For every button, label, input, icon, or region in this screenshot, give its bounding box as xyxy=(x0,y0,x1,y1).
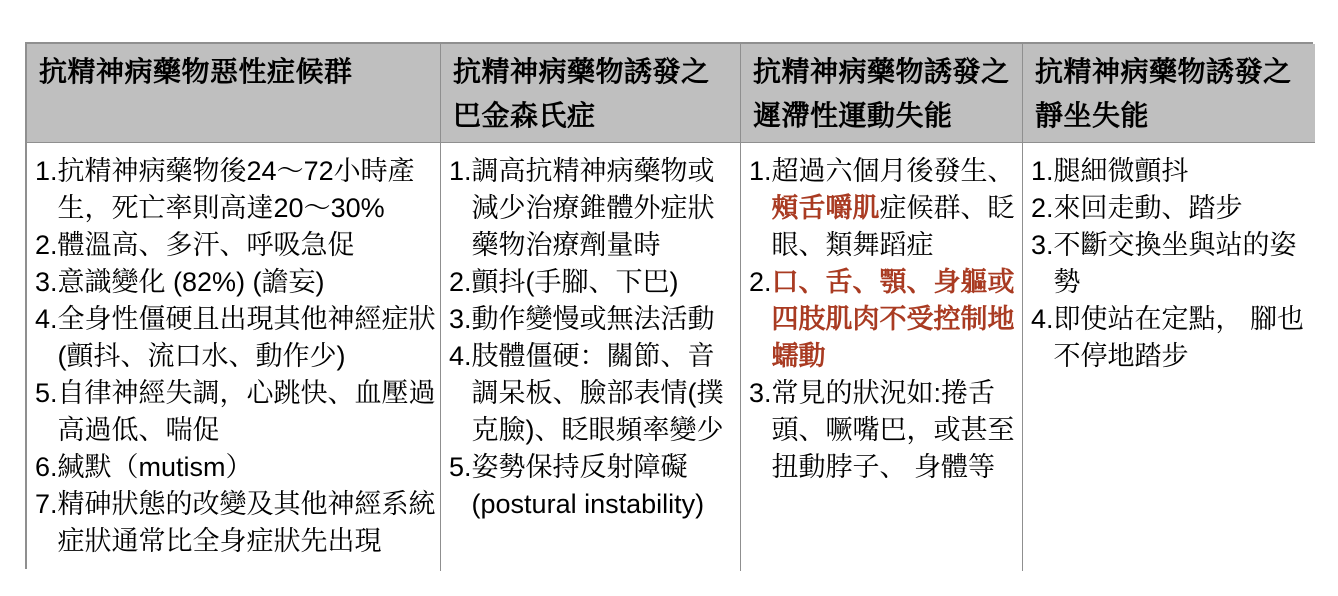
item-number: 2. xyxy=(449,267,472,297)
text-segment: 抗精神病藥物後24〜72小時產生，死亡率則高達20〜30% xyxy=(57,156,415,223)
item-text xyxy=(772,264,1018,375)
text-segment: 精砷狀態的改變及其他神經系統症狀通常比全身症狀先出現 xyxy=(57,489,436,556)
list-item xyxy=(449,264,736,301)
list-item xyxy=(35,301,436,375)
item-text xyxy=(58,486,436,560)
list-item xyxy=(449,449,736,523)
header-cell-tardive-dyskinesia xyxy=(741,44,1023,143)
list-item xyxy=(749,375,1018,486)
item-text xyxy=(772,153,1018,264)
item-number: 6. xyxy=(35,452,58,482)
text-segment: 腿細微顫抖 xyxy=(1053,156,1189,186)
list-item xyxy=(35,153,436,227)
text-segment: 即使站在定點， 腳也不停地踏步 xyxy=(1053,304,1305,371)
body-cell-neuroleptic-malignant-syndrome xyxy=(27,143,441,571)
list-item xyxy=(1031,227,1311,301)
item-number: 7. xyxy=(35,489,58,519)
text-segment: 動作變慢或無法活動 xyxy=(471,304,715,334)
header-cell-drug-induced-parkinsonism xyxy=(441,44,741,143)
list-item xyxy=(449,301,736,338)
text-segment: 調高抗精神病藥物或減少治療錐體外症狀藥物治療劑量時 xyxy=(471,156,715,260)
column-title: 抗精神病藥物誘發之巴金森氏症 xyxy=(453,56,710,131)
list-item xyxy=(749,153,1018,264)
item-text xyxy=(472,264,736,301)
header-cell-akathisia xyxy=(1023,44,1315,143)
list-item xyxy=(35,449,436,486)
highlighted-text-segment: 口、舌、顎、身軀或四肢肌肉不受控制地蠕動 xyxy=(771,267,1015,371)
list-item xyxy=(35,264,436,301)
item-text xyxy=(1054,190,1311,227)
item-number: 1. xyxy=(449,156,472,186)
text-segment: 顫抖(手腳、下巴) xyxy=(471,267,679,297)
list-item xyxy=(1031,190,1311,227)
item-number: 5. xyxy=(35,378,58,408)
body-cell-tardive-dyskinesia xyxy=(741,143,1023,571)
item-text xyxy=(58,264,436,301)
text-segment: 肢體僵硬：關節、音調呆板、臉部表情(撲克臉)、眨眼頻率變少 xyxy=(471,341,724,445)
item-number: 1. xyxy=(1031,156,1054,186)
side-effects-table xyxy=(25,42,1313,569)
item-text xyxy=(58,301,436,375)
list-item xyxy=(749,264,1018,375)
item-number: 2. xyxy=(35,230,58,260)
item-text xyxy=(1054,301,1311,375)
list-item xyxy=(1031,153,1311,190)
item-number: 3. xyxy=(35,267,58,297)
list-item xyxy=(449,153,736,264)
item-number: 2. xyxy=(749,267,772,297)
text-segment: 緘默（mutism） xyxy=(57,452,253,482)
text-segment: 體溫高、多汗、呼吸急促 xyxy=(57,230,355,260)
list-item xyxy=(35,375,436,449)
item-text xyxy=(472,301,736,338)
item-number: 4. xyxy=(1031,304,1054,334)
item-number: 4. xyxy=(35,304,58,334)
text-segment: 不斷交換坐與站的姿勢 xyxy=(1053,230,1297,297)
item-text xyxy=(772,375,1018,486)
item-number: 3. xyxy=(749,378,772,408)
item-number: 1. xyxy=(749,156,772,186)
item-text xyxy=(58,375,436,449)
column-title: 抗精神病藥物誘發之遲滯性運動失能 xyxy=(753,56,1010,131)
item-number: 1. xyxy=(35,156,58,186)
item-number: 3. xyxy=(1031,230,1054,260)
item-number: 2. xyxy=(1031,193,1054,223)
item-text xyxy=(1054,227,1311,301)
text-segment: 姿勢保持反射障礙(postural instability) xyxy=(471,452,705,519)
list-item xyxy=(1031,301,1311,375)
item-text xyxy=(472,153,736,264)
text-segment: 全身性僵硬且出現其他神經症狀(顫抖、流口水、動作少) xyxy=(57,304,436,371)
item-number: 5. xyxy=(449,452,472,482)
body-cell-drug-induced-parkinsonism xyxy=(441,143,741,571)
item-text xyxy=(58,227,436,264)
list-item xyxy=(35,486,436,560)
text-segment: 超過六個月後發生、 xyxy=(771,156,1015,186)
item-number: 3. xyxy=(449,304,472,334)
list-item xyxy=(35,227,436,264)
item-number: 4. xyxy=(449,341,472,371)
highlighted-text-segment: 頰舌嚼肌 xyxy=(771,193,880,223)
header-cell-neuroleptic-malignant-syndrome xyxy=(27,44,441,143)
text-segment: 常見的狀況如:捲舌頭、噘嘴巴，或甚至扭動脖子、 身體等 xyxy=(771,378,1015,482)
item-text xyxy=(472,449,736,523)
text-segment: 意識變化 (82%) (譫妄) xyxy=(57,267,325,297)
item-text xyxy=(58,153,436,227)
column-title: 抗精神病藥物惡性症候群 xyxy=(39,56,353,87)
item-text xyxy=(472,338,736,449)
text-segment: 來回走動、踏步 xyxy=(1053,193,1243,223)
body-cell-akathisia xyxy=(1023,143,1315,571)
item-text xyxy=(1054,153,1311,190)
list-item xyxy=(449,338,736,449)
text-segment: 症候群、眨眼、類舞蹈症 xyxy=(771,193,1015,260)
text-segment: 自律神經失調，心跳快、血壓過高過低、喘促 xyxy=(57,378,436,445)
column-title: 抗精神病藥物誘發之靜坐失能 xyxy=(1035,56,1292,131)
item-text xyxy=(58,449,436,486)
